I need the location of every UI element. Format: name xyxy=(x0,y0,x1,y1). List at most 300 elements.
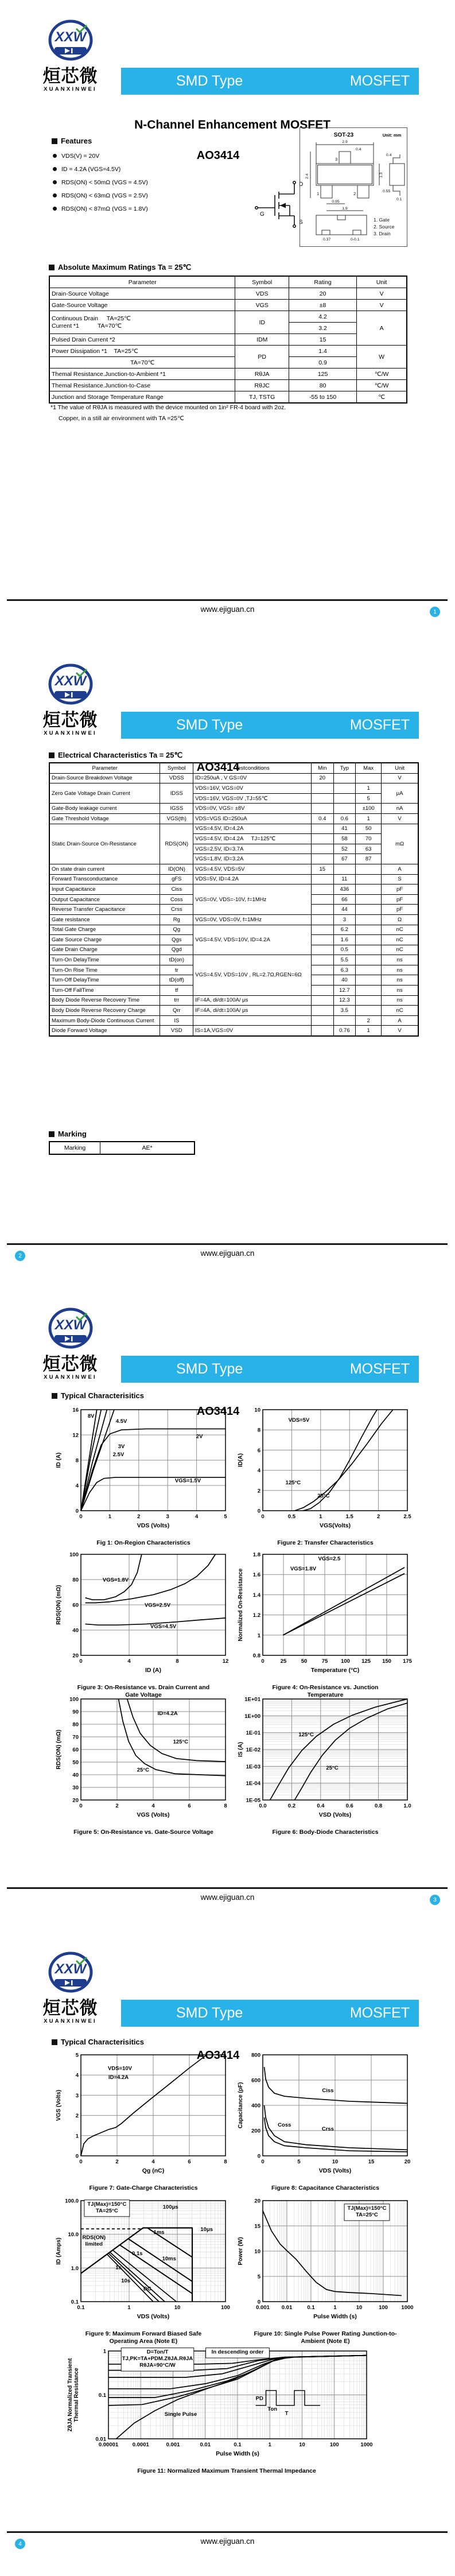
svg-text:100: 100 xyxy=(379,2305,388,2311)
svg-text:80: 80 xyxy=(72,1577,79,1584)
table-cell: 40 xyxy=(333,975,356,986)
table-cell: Static Drain-Source On-Resistance xyxy=(49,824,160,864)
table-cell: 4.2 xyxy=(289,311,356,323)
table-cell: RθJC xyxy=(235,380,289,391)
table-cell: VGS=4.5V, ID=4.2A TJ=125℃ xyxy=(193,834,312,844)
svg-text:1E-05: 1E-05 xyxy=(246,1797,260,1804)
pin-1-name: 1. Gate xyxy=(374,217,390,223)
figure-caption: Figure 2: Transfer Characteristics xyxy=(277,1539,374,1546)
table-cell: VGS=4.5V, VDS=5V xyxy=(193,864,312,874)
table-cell: VGS=2.5V, ID=3.7A xyxy=(193,844,312,854)
table-cell: V xyxy=(382,773,418,783)
table-cell: Gate-Body leakage current xyxy=(49,804,160,814)
table-cell: VGS=1.8V, ID=3.2A xyxy=(193,854,312,864)
svg-text:100: 100 xyxy=(69,1696,79,1703)
svg-text:1: 1 xyxy=(333,2305,337,2311)
svg-text:0: 0 xyxy=(79,1803,83,1809)
table-cell: A xyxy=(357,311,407,346)
page-1 xyxy=(0,0,455,644)
figure-caption: Figure 4: On-Resistance vs. Junction Temperature xyxy=(272,1684,379,1698)
table-cell xyxy=(312,905,334,915)
table-row xyxy=(49,783,418,794)
abs-max-notes xyxy=(50,404,286,426)
table-cell xyxy=(356,955,382,965)
svg-text:5: 5 xyxy=(224,1514,227,1520)
table-cell xyxy=(356,935,382,945)
svg-text:0.0001: 0.0001 xyxy=(132,2442,149,2448)
table-cell xyxy=(312,844,334,854)
table-cell: Drain-Source Breakdown Voltage xyxy=(49,773,160,783)
marking-section-title: Marking xyxy=(49,1130,87,1138)
svg-text:60: 60 xyxy=(72,1747,79,1753)
svg-text:1: 1 xyxy=(268,2442,271,2448)
table-row xyxy=(49,276,407,288)
figure-caption: Fig 1: On-Region Characteristics xyxy=(96,1539,190,1546)
table-cell: W xyxy=(357,346,407,368)
table-cell: 50 xyxy=(356,824,382,834)
svg-text:ID=4.2A: ID=4.2A xyxy=(108,2074,129,2081)
dim-top-width: 2.9 xyxy=(342,140,348,144)
package-drawing-svg xyxy=(300,128,406,246)
svg-text:125°C: 125°C xyxy=(285,1480,301,1487)
svg-text:4: 4 xyxy=(75,2072,79,2079)
table-row xyxy=(49,288,407,300)
svg-text:1: 1 xyxy=(103,2348,106,2355)
svg-text:20: 20 xyxy=(72,1797,79,1804)
table-cell: 436 xyxy=(333,884,356,895)
svg-text:VDS=5V: VDS=5V xyxy=(288,1417,310,1424)
table-cell: A xyxy=(382,864,418,874)
svg-text:100μs: 100μs xyxy=(162,2204,178,2211)
svg-text:1.6: 1.6 xyxy=(252,1572,260,1578)
dim-pitch: 0.95 xyxy=(332,200,340,204)
header-cell: Typ xyxy=(333,763,356,773)
table-cell xyxy=(312,965,334,975)
chart-svg xyxy=(66,2346,387,2464)
page-3 xyxy=(0,1288,455,1932)
table-cell: Turn-Off FallTime xyxy=(49,986,160,996)
svg-text:100: 100 xyxy=(341,1658,350,1665)
header-cell: Symbol xyxy=(235,276,289,288)
table-cell: ns xyxy=(382,965,418,975)
part-number: AO3414 xyxy=(196,761,240,774)
svg-text:0.01: 0.01 xyxy=(281,2305,293,2311)
table-cell: tD(off) xyxy=(160,975,193,986)
data-table xyxy=(49,1141,195,1155)
figure-caption: Figure 8: Capacitance Characteristics xyxy=(271,2185,379,2191)
table-cell xyxy=(333,864,356,874)
brand-name-en: XUANXINWEI xyxy=(44,86,97,92)
svg-text:25°C: 25°C xyxy=(137,1767,149,1774)
figure-caption: Figure 10: Single Pulse Power Rating Junction-to- Ambient (Note E) xyxy=(254,2330,397,2345)
table-cell xyxy=(333,783,356,794)
dim-span: 1.9 xyxy=(342,207,348,211)
bullet-icon xyxy=(53,180,57,184)
table-row xyxy=(49,884,418,895)
table-cell: 0.76 xyxy=(333,1026,356,1036)
svg-text:30: 30 xyxy=(72,1784,79,1791)
table-cell: 44 xyxy=(333,905,356,915)
chart-svg xyxy=(236,2194,414,2327)
feature-item: ID = 4.2A (VGS=4.5V) xyxy=(53,162,148,176)
table-row xyxy=(49,357,407,368)
svg-text:16: 16 xyxy=(72,1407,79,1414)
table-cell: 12.3 xyxy=(333,995,356,1006)
table-cell: 5 xyxy=(356,793,382,804)
svg-text:10: 10 xyxy=(299,2442,305,2448)
table-cell: pF xyxy=(382,905,418,915)
svg-text:IS (A): IS (A) xyxy=(238,1741,244,1758)
table-cell xyxy=(312,834,334,844)
table-cell: ID=250uA , V GS=0V xyxy=(193,773,312,783)
svg-text:2V: 2V xyxy=(196,1433,203,1440)
table-cell: VDS=0V, VGS= ±8V xyxy=(193,804,312,814)
table-cell xyxy=(356,894,382,905)
dim-tab-width: 0.4 xyxy=(356,148,361,152)
svg-text:VGS=2.5: VGS=2.5 xyxy=(318,1555,341,1562)
table-cell: Input Capacitance xyxy=(49,884,160,895)
pad-2-label: 2 xyxy=(353,191,356,196)
table-cell: pF xyxy=(382,894,418,905)
svg-text:6: 6 xyxy=(257,1447,260,1454)
table-cell xyxy=(312,935,334,945)
marking-table xyxy=(49,1141,195,1155)
table-cell: Drain-Source Voltage xyxy=(49,288,235,300)
table-cell: Output Capacitance xyxy=(49,894,160,905)
table-cell: Junction and Storage Temperature Range xyxy=(49,391,235,404)
banner-left-label: SMD Type xyxy=(176,717,243,733)
table-cell: 12.7 xyxy=(333,986,356,996)
svg-text:0.01: 0.01 xyxy=(200,2442,211,2448)
svg-text:Ciss: Ciss xyxy=(322,2088,334,2094)
header-cell: Rating xyxy=(289,276,356,288)
table-cell: 1 xyxy=(356,783,382,794)
table-cell xyxy=(356,995,382,1006)
table-cell: nC xyxy=(382,945,418,955)
bullet-icon xyxy=(53,193,57,197)
logo-mark-icon xyxy=(32,664,109,707)
table-row xyxy=(49,346,407,357)
section-marker xyxy=(49,265,55,270)
brand-logo xyxy=(32,664,109,736)
table-cell: VDS=16V, VGS=0V xyxy=(193,783,312,794)
svg-text:0.6: 0.6 xyxy=(345,1803,353,1809)
pin-3-name: 3. Drain xyxy=(374,231,391,236)
footer-divider xyxy=(7,1243,448,1245)
banner-left-label: SMD Type xyxy=(176,73,243,89)
table-cell: Turn-On DelayTime xyxy=(49,955,160,965)
brand-name-en: XUANXINWEI xyxy=(44,730,97,736)
svg-text:1.0: 1.0 xyxy=(71,2265,79,2272)
svg-text:4: 4 xyxy=(195,1514,199,1520)
svg-text:150: 150 xyxy=(382,1658,391,1665)
svg-text:0: 0 xyxy=(75,2153,79,2160)
svg-text:0: 0 xyxy=(257,1508,260,1515)
svg-text:VGS=1.5V: VGS=1.5V xyxy=(174,1477,201,1484)
dim-lead-top: 0.4 xyxy=(386,153,392,157)
header-cell: Parameter xyxy=(49,763,160,773)
pin-2-name: 2. Source xyxy=(374,224,395,230)
chart-svg xyxy=(55,1547,232,1681)
svg-text:1.8: 1.8 xyxy=(252,1551,260,1558)
table-cell: A xyxy=(382,1015,418,1026)
svg-text:VGS=4.5V: VGS=4.5V xyxy=(150,1623,177,1630)
table-cell: 58 xyxy=(333,834,356,844)
svg-text:RDS(ON): RDS(ON) xyxy=(82,2234,106,2241)
svg-text:40: 40 xyxy=(72,1627,79,1634)
svg-text:8: 8 xyxy=(176,1658,179,1665)
table-cell: 52 xyxy=(333,844,356,854)
feature-item: RDS(ON) < 87mΩ (VGS = 1.8V) xyxy=(53,202,148,215)
svg-text:50: 50 xyxy=(72,1759,79,1766)
svg-text:VGS(Volts): VGS(Volts) xyxy=(319,1522,351,1529)
table-cell: nA xyxy=(382,804,418,814)
table-row xyxy=(49,925,418,935)
bullet-icon xyxy=(53,167,57,171)
table-cell: VDS=16V, VGS=0V ,TJ=55℃ xyxy=(193,793,312,804)
abs-max-section-title: Absolute Maximum Ratings Ta = 25℃ xyxy=(49,263,191,272)
svg-text:4: 4 xyxy=(127,1658,131,1665)
table-cell: Qgd xyxy=(160,945,193,955)
table-cell: 3.5 xyxy=(333,1006,356,1016)
table-cell: IS=1A,VGS=0V xyxy=(193,1026,312,1036)
table-cell: 125 xyxy=(289,368,356,380)
table-cell: ℃/W xyxy=(357,368,407,380)
svg-text:0.1: 0.1 xyxy=(77,2305,85,2311)
svg-text:20: 20 xyxy=(404,2159,411,2165)
brand-logo xyxy=(32,1952,109,2024)
svg-text:0.1s: 0.1s xyxy=(132,2251,143,2257)
svg-text:PD: PD xyxy=(255,2395,263,2402)
page-number-badge: 1 xyxy=(430,607,440,617)
brand-name-cn: 烜芯微 xyxy=(42,66,98,86)
figure-2 xyxy=(236,1403,414,1547)
table-cell xyxy=(312,975,334,986)
pad-3-label: 3 xyxy=(335,157,338,162)
svg-text:TA=25°C: TA=25°C xyxy=(356,2212,378,2218)
table-cell xyxy=(312,1006,334,1016)
feature-item: VDS(V) = 20V xyxy=(53,149,148,162)
chart-svg xyxy=(55,1403,232,1536)
table-cell: Qgs xyxy=(160,935,193,945)
table-cell: 87 xyxy=(356,854,382,864)
table-cell: Gate Threshold Voltage xyxy=(49,813,160,824)
svg-text:80: 80 xyxy=(72,1721,79,1728)
svg-text:10: 10 xyxy=(356,2305,363,2311)
table-cell: 15 xyxy=(289,334,356,346)
svg-text:90: 90 xyxy=(72,1709,79,1716)
brand-logo xyxy=(32,1308,109,1380)
svg-text:10: 10 xyxy=(254,2248,260,2255)
header-cell: Unit xyxy=(382,763,418,773)
table-cell: 6.2 xyxy=(333,925,356,935)
table-cell: 0.6 xyxy=(333,813,356,824)
table-cell: 6.3 xyxy=(333,965,356,975)
table-cell: Gate Source Charge xyxy=(49,935,160,945)
table-cell: Forward Transconductance xyxy=(49,874,160,884)
svg-text:2: 2 xyxy=(115,1803,119,1809)
header-banner xyxy=(121,712,419,739)
svg-text:10s: 10s xyxy=(121,2278,131,2284)
svg-text:VGS=1.8V: VGS=1.8V xyxy=(290,1566,317,1573)
figure-3 xyxy=(55,1547,232,1699)
table-cell: μA xyxy=(382,783,418,804)
table-row xyxy=(49,955,418,965)
data-table xyxy=(49,276,407,404)
page-number-badge: 3 xyxy=(430,1895,440,1905)
svg-text:Power (W): Power (W) xyxy=(238,2237,244,2265)
table-cell: tD(on) xyxy=(160,955,193,965)
table-cell: ℃ xyxy=(357,391,407,404)
logo-mark-icon xyxy=(32,1308,109,1351)
table-cell: 1.4 xyxy=(289,346,356,357)
svg-text:0.8: 0.8 xyxy=(252,1652,260,1659)
chart-svg xyxy=(236,1547,414,1681)
bullet-icon xyxy=(53,207,57,211)
svg-text:1E+00: 1E+00 xyxy=(244,1713,260,1720)
svg-text:10: 10 xyxy=(254,1407,260,1414)
table-cell xyxy=(356,925,382,935)
package-name: SOT-23 xyxy=(333,132,354,138)
package-drawing xyxy=(300,127,407,247)
chart-svg xyxy=(236,1692,414,1825)
table-cell xyxy=(356,965,382,975)
section-marker xyxy=(52,138,57,144)
header-cell: Symbol xyxy=(160,763,193,773)
table-cell: tr xyxy=(160,965,193,975)
table-cell xyxy=(312,894,334,905)
table-cell: Body Diode Reverse Recovery Charge xyxy=(49,1006,160,1016)
svg-text:0.1: 0.1 xyxy=(234,2442,242,2448)
svg-text:8V: 8V xyxy=(87,1413,95,1420)
table-cell: 0.9 xyxy=(289,357,356,368)
note-line: Copper, in a still air environment with TA =25℃ xyxy=(59,415,184,422)
table-cell xyxy=(312,804,334,814)
svg-text:0.01: 0.01 xyxy=(95,2436,106,2443)
table-cell: Turn-Off DelayTime xyxy=(49,975,160,986)
pad-1-label: 1 xyxy=(317,191,320,196)
table-cell: VSD xyxy=(160,1026,193,1036)
table-cell: 41 xyxy=(333,824,356,834)
header-cell: Min xyxy=(312,763,334,773)
banner-right-label: MOSFET xyxy=(349,73,410,89)
table-cell: Ω xyxy=(382,914,418,925)
table-cell: nC xyxy=(382,925,418,935)
svg-text:100.0: 100.0 xyxy=(65,2198,79,2205)
svg-text:0: 0 xyxy=(261,1658,265,1665)
svg-text:RθJA=90°C/W: RθJA=90°C/W xyxy=(139,2362,176,2369)
table-row xyxy=(49,1142,195,1154)
table-cell xyxy=(356,874,382,884)
figure-caption: Figure 7: Gate-Charge Characteristics xyxy=(89,2185,198,2191)
table-cell xyxy=(312,945,334,955)
table-cell: -55 to 150 xyxy=(289,391,356,404)
svg-text:0: 0 xyxy=(261,1514,265,1520)
table-row xyxy=(49,300,407,311)
svg-text:12: 12 xyxy=(72,1432,79,1439)
svg-text:2: 2 xyxy=(137,1514,141,1520)
svg-text:1: 1 xyxy=(319,1514,322,1520)
table-cell: VGS=0V, VDS=-10V, f=1MHz xyxy=(193,884,312,915)
svg-text:2.5: 2.5 xyxy=(403,1514,411,1520)
svg-text:125: 125 xyxy=(361,1658,371,1665)
table-cell xyxy=(333,793,356,804)
svg-text:1: 1 xyxy=(127,2305,131,2311)
svg-text:2: 2 xyxy=(75,2113,79,2120)
svg-text:RDS(ON) (mΩ): RDS(ON) (mΩ) xyxy=(56,1585,62,1625)
svg-text:6: 6 xyxy=(188,1803,191,1809)
table-cell: 20 xyxy=(312,773,334,783)
typ-char-section-title: Typical Characterisitics xyxy=(52,1391,144,1400)
table-row xyxy=(49,995,418,1006)
svg-text:4: 4 xyxy=(75,1483,79,1489)
table-cell xyxy=(312,914,334,925)
table-cell: ID(ON) xyxy=(160,864,193,874)
data-table xyxy=(49,762,419,1037)
table-cell xyxy=(312,824,334,834)
table-cell: Body Diode Reverse Recovery Time xyxy=(49,995,160,1006)
table-cell: AE* xyxy=(100,1142,195,1154)
svg-text:20: 20 xyxy=(254,2198,260,2205)
svg-text:200: 200 xyxy=(251,2128,260,2135)
svg-text:20: 20 xyxy=(72,1652,79,1659)
table-cell xyxy=(333,773,356,783)
svg-text:TJ(Max)=150°C: TJ(Max)=150°C xyxy=(347,2205,387,2212)
table-row xyxy=(49,334,407,346)
elec-section-title: Electrical Characteristics Ta = 25℃ xyxy=(49,751,182,760)
table-cell xyxy=(312,874,334,884)
svg-text:600: 600 xyxy=(251,2077,260,2084)
features-list xyxy=(53,149,148,215)
svg-text:10: 10 xyxy=(332,2159,339,2165)
svg-text:1: 1 xyxy=(257,1632,260,1639)
table-cell: Crss xyxy=(160,905,193,915)
svg-text:60: 60 xyxy=(72,1602,79,1609)
page-4 xyxy=(0,1932,455,2576)
section-marker xyxy=(49,1131,55,1137)
figure-11 xyxy=(66,2346,387,2475)
svg-text:400: 400 xyxy=(251,2102,260,2109)
figure-10 xyxy=(236,2194,414,2345)
bullet-icon xyxy=(53,154,57,158)
table-cell: Turn-On Rise Time xyxy=(49,965,160,975)
svg-text:0: 0 xyxy=(261,2159,265,2165)
svg-text:25°C: 25°C xyxy=(326,1765,339,1772)
svg-text:15: 15 xyxy=(254,2223,260,2230)
table-cell: gFS xyxy=(160,874,193,884)
section-marker xyxy=(49,752,55,758)
svg-text:Crss: Crss xyxy=(321,2126,334,2132)
figure-caption: Figure 6: Body-Diode Characteristics xyxy=(272,1829,379,1836)
table-cell: RθJA xyxy=(235,368,289,380)
svg-text:25°C: 25°C xyxy=(317,1493,330,1500)
svg-text:100: 100 xyxy=(221,2305,230,2311)
svg-text:VDS (Volts): VDS (Volts) xyxy=(318,2167,352,2174)
svg-text:5: 5 xyxy=(257,2274,260,2280)
page-2 xyxy=(0,644,455,1288)
part-number: AO3414 xyxy=(196,149,240,162)
svg-text:ID (A): ID (A) xyxy=(56,1452,62,1468)
figure-9 xyxy=(55,2194,232,2345)
svg-text:RDS(ON) (mΩ): RDS(ON) (mΩ) xyxy=(56,1729,62,1770)
header-cell: Testconditions xyxy=(193,763,312,773)
table-cell: VGS(th) xyxy=(160,813,193,824)
header-banner xyxy=(121,68,419,95)
svg-text:0: 0 xyxy=(79,2159,83,2165)
svg-text:0: 0 xyxy=(257,2153,260,2160)
table-row xyxy=(49,391,407,404)
header-banner xyxy=(121,1356,419,1383)
